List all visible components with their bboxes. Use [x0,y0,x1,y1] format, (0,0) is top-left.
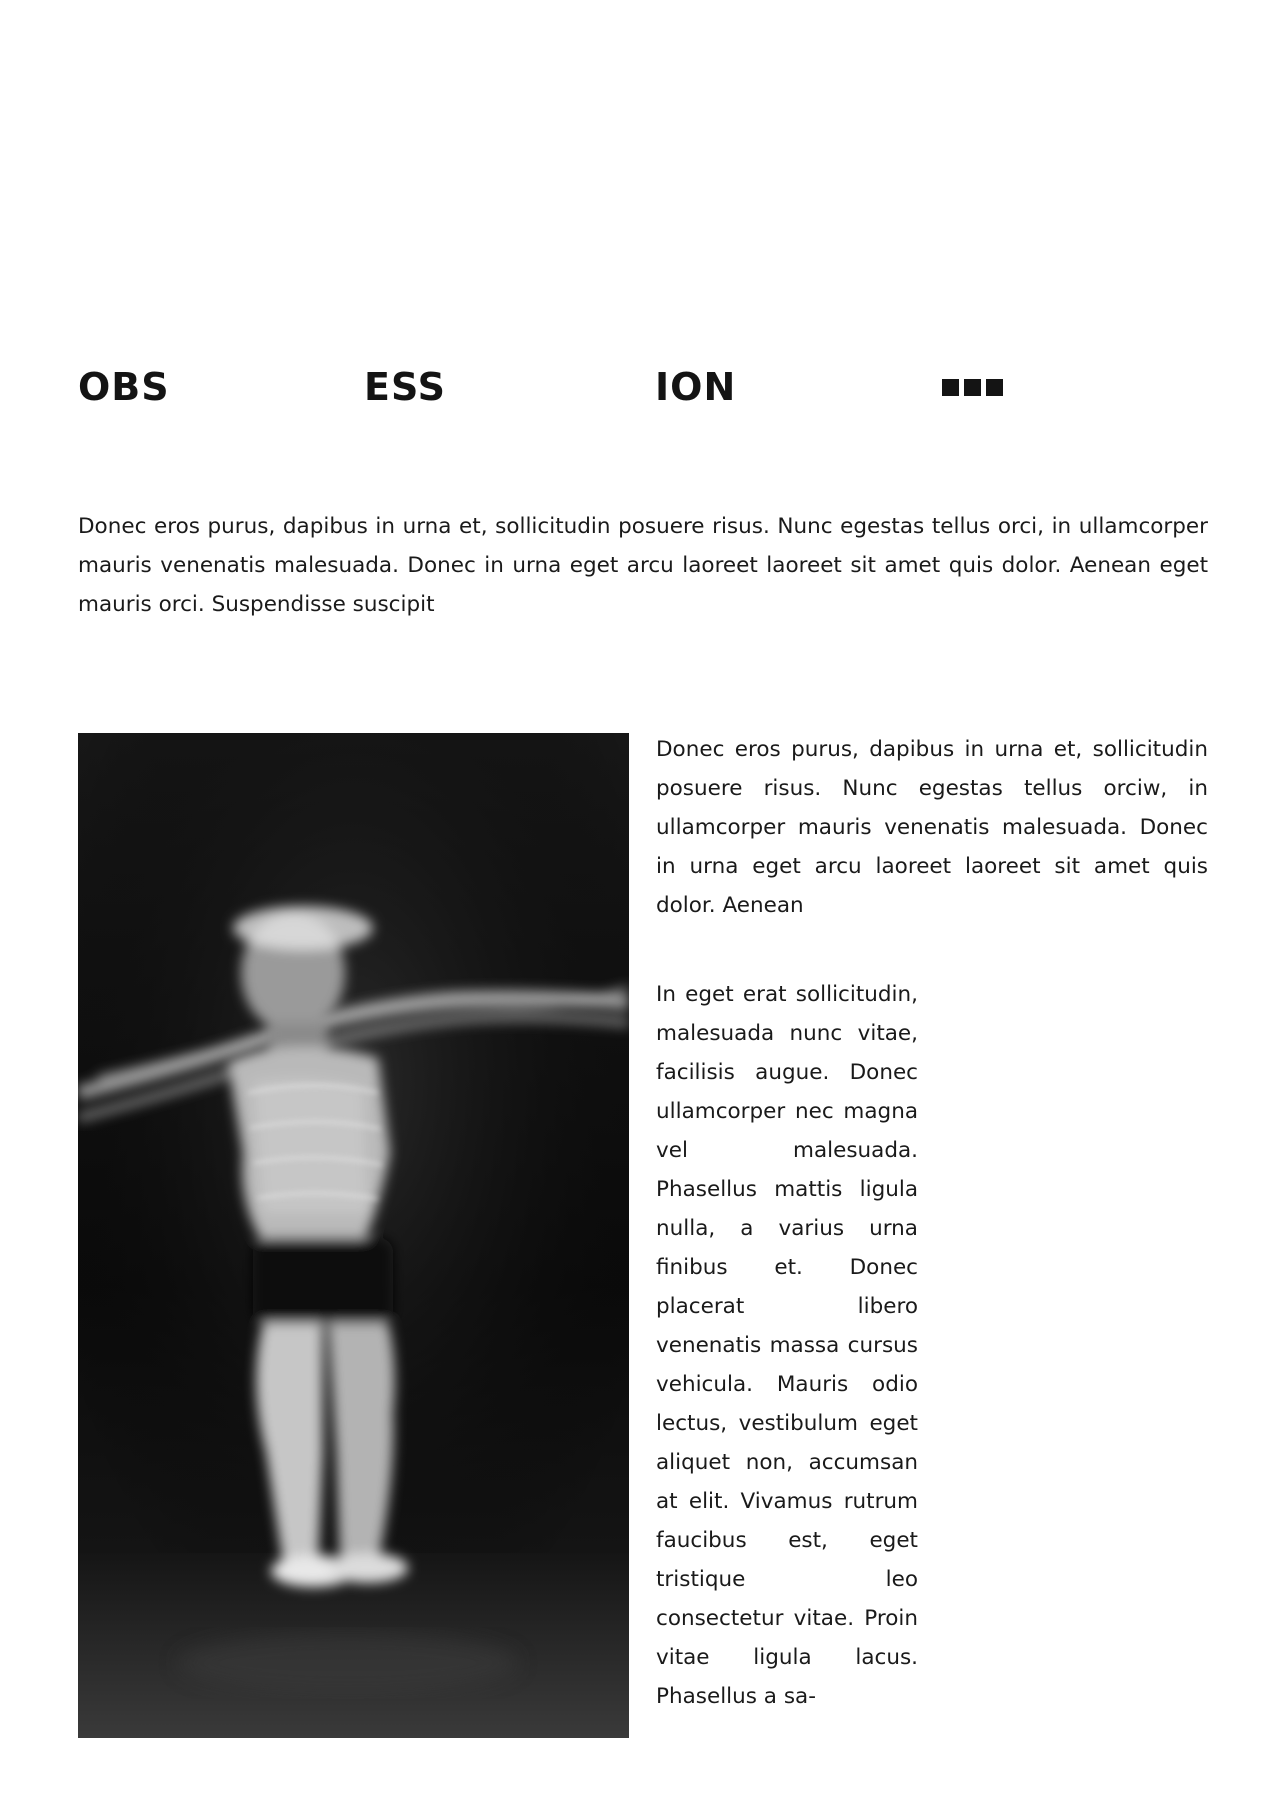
intro-paragraph: Donec eros purus, dapibus in urna et, sollicitudin posuere risus. Nunc egestas tellus orci, in ullamcorper mauris venenatis malesuada. Donec in urna eget arcu laoreet laoreet sit amet quis dolor. Aenean eget mauris orci. Suspendisse suscipit [78,514,1208,617]
narrow-column-paragraph: In eget erat sollicitudin, malesuada nunc vitae, facilisis augue. Donec ullamcorper nec magna vel malesuada. Phasellus mattis ligula nulla, a varius urna finibus et. Donec placerat libero venenatis massa cursus vehicula. Mauris odio lectus, vestibulum eget aliquet non, accumsan at elit. Vivamus rutrum faucibus est, eget tristique leo consectetur vitae. Proin vitae ligula lacus. Phasellus a sa- [656,982,918,1709]
three-squares-icon [942,379,1003,396]
right-column-paragraph: Donec eros purus, dapibus in urna et, sollicitudin posuere risus. Nunc egestas tellus orciw, in ullamcorper mauris venenatis malesuada. Donec in urna eget arcu laoreet laoreet sit amet quis dolor. Aenean [656,737,1208,918]
square-1 [942,379,959,396]
title-word-1: OBS [78,365,170,409]
square-2 [964,379,981,396]
title-word-2: ESS [364,365,446,409]
title-word-3: ION [655,365,737,409]
square-3 [986,379,1003,396]
title-row [78,362,1208,412]
dancer-photo [78,733,629,1738]
